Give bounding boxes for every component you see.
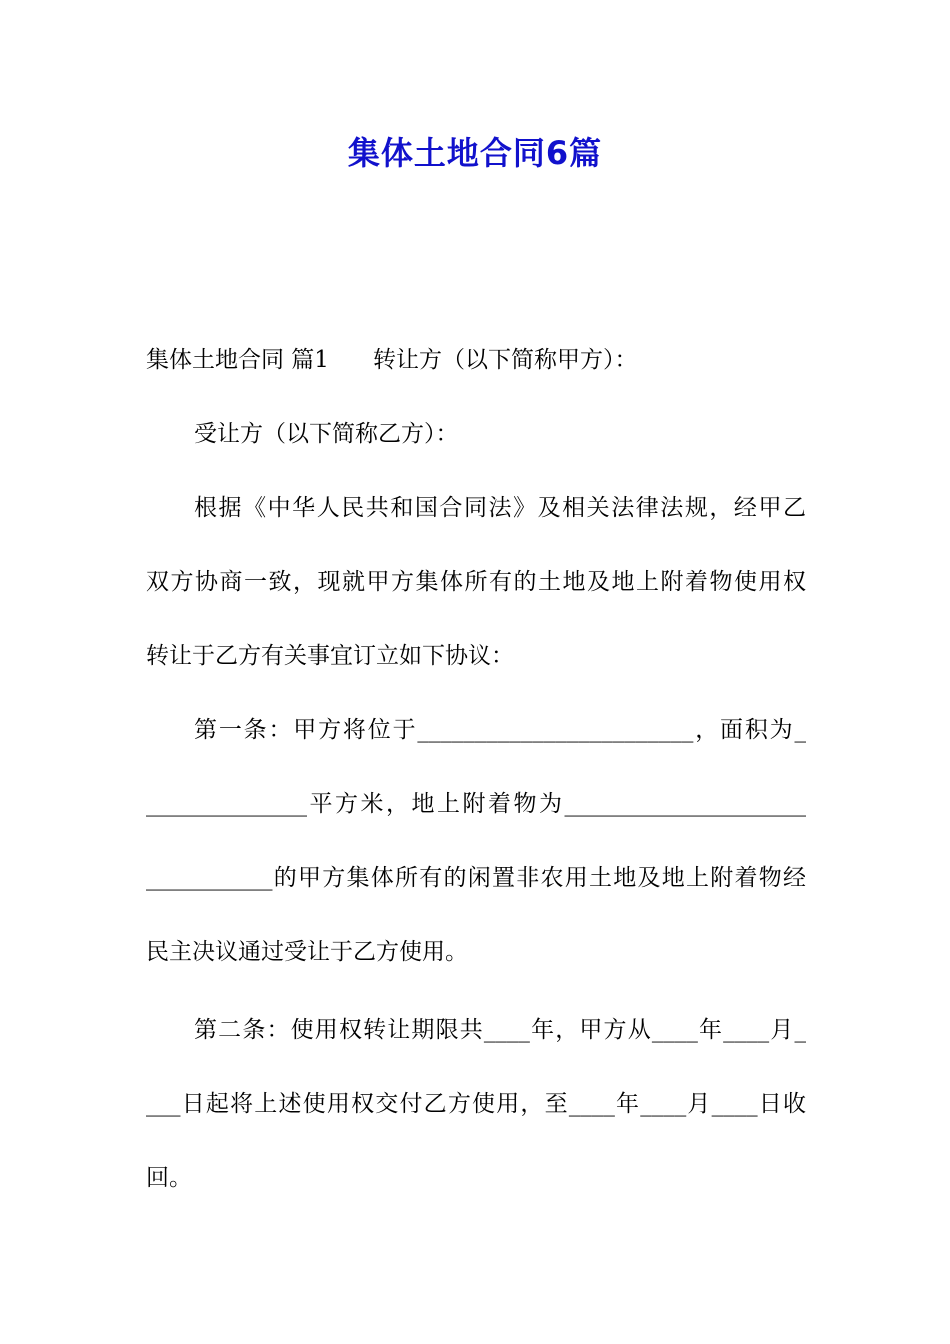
transferor-label: 转让方（以下简称甲方）： [372, 347, 638, 373]
article-two-line: 回。 [146, 1165, 192, 1191]
article-two-line: 第二条：使用权转让期限共____年，甲方从____年____月_ [194, 1017, 806, 1043]
article-one-line: 民主决议通过受让于乙方使用。 [146, 939, 468, 965]
article-one-line: 第一条：甲方将位于________________________，面积为_ [194, 717, 806, 743]
article-two-line: ___日起将上述使用权交付乙方使用，至____年____月____日收 [146, 1091, 806, 1117]
contract-heading-line [146, 342, 806, 378]
transferee-label: 受让方（以下简称乙方）： [194, 421, 459, 447]
article-one-line: ___________的甲方集体所有的闲置非农用土地及地上附着物经 [146, 865, 806, 891]
paragraph-line: 转让于乙方有关事宜订立如下协议： [146, 643, 514, 669]
document-title: 集体土地合同6篇 [347, 134, 603, 172]
article-one-line: ______________平方米，地上附着物为_____________________ [146, 791, 806, 817]
paragraph-line: 双方协商一致，现就甲方集体所有的土地及地上附着物使用权 [146, 569, 806, 595]
paragraph-line: 根据《中华人民共和国合同法》及相关法律法规，经甲乙 [194, 495, 806, 521]
section-heading: 集体土地合同 篇1 [146, 347, 329, 373]
